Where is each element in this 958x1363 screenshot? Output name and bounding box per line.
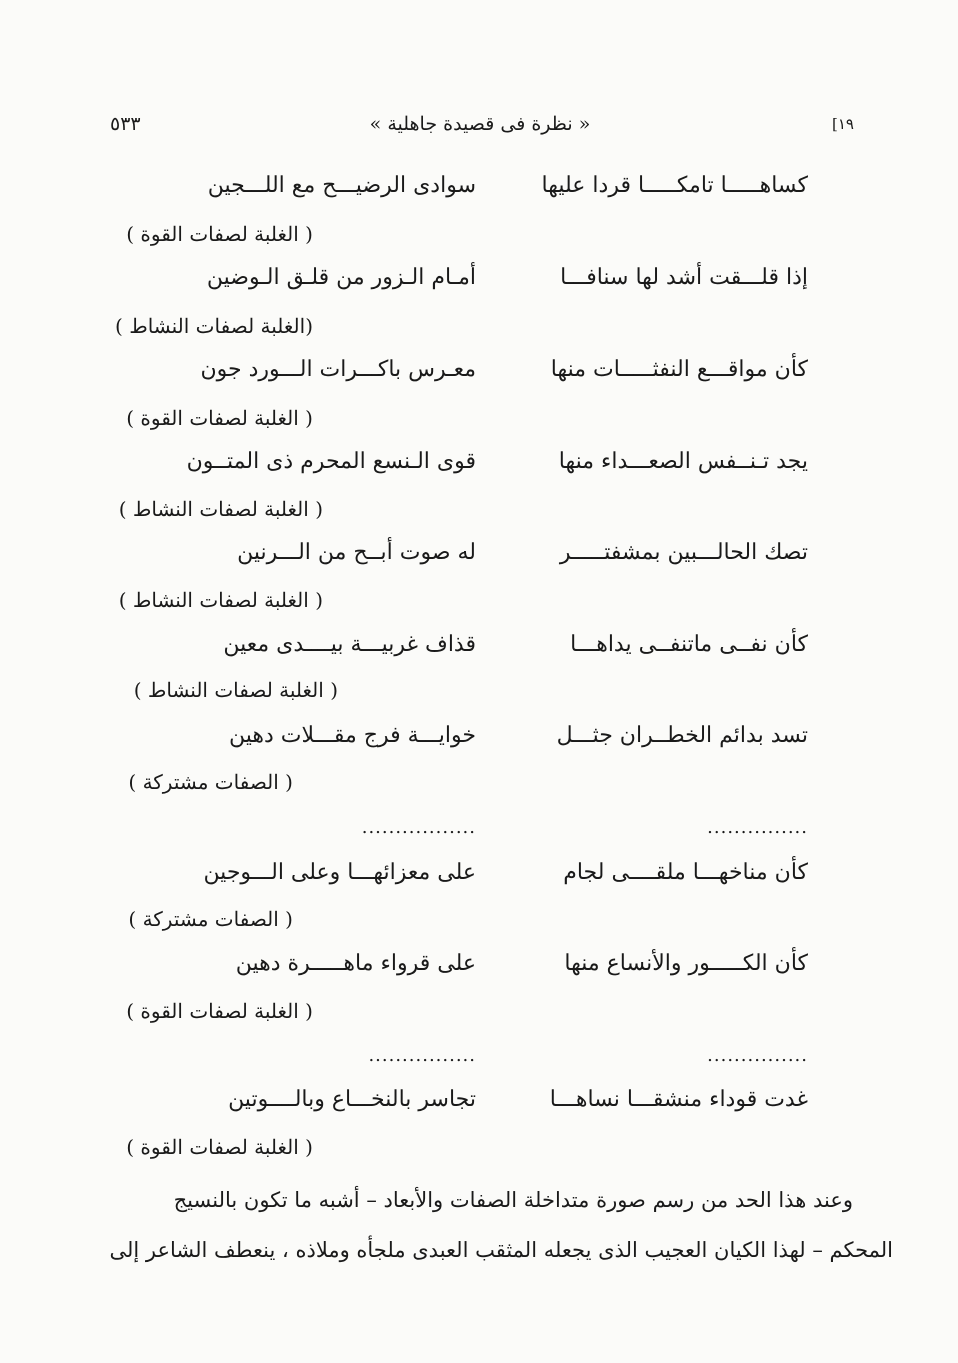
- verse-second-hemistich: على قرواء ماهـــــرة دهين: [235, 951, 476, 976]
- verse-annotation: ( الغلبة لصفات النشاط ): [118, 588, 323, 612]
- verse-first-hemistich: تسد بدائم الخطــران جثـــل: [556, 723, 808, 748]
- verse-line: [0, 439, 958, 485]
- ellipsis-separator: .................: [361, 817, 476, 838]
- verse-first-hemistich: يجد تـنــفس الصعـــداء منها: [558, 449, 808, 474]
- verse-second-hemistich: أمـام الـزور من قلـق الـوضين: [206, 265, 476, 290]
- verse-annotation: ( الصفات مشتركة ): [128, 770, 293, 794]
- verse-line: [0, 163, 958, 209]
- ellipsis-separator: ...............: [707, 1045, 808, 1066]
- verse-line: [0, 941, 958, 987]
- verse-second-hemistich: قذاف غربيـــة بيــــدى معين: [223, 632, 476, 657]
- verse-annotation: ( الغلبة لصفات القوة ): [126, 999, 313, 1023]
- verse-line: [0, 850, 958, 896]
- verse-first-hemistich: كأن مواقـــع النفثـــــات منها: [550, 357, 808, 382]
- verse-annotation: ( الغلبة لصفات القوة ): [126, 222, 313, 246]
- verse-first-hemistich: كساهـــــا تامكـــــا قردا عليها: [541, 173, 808, 198]
- verse-second-hemistich: خوايـــة فرج مقـــلات دهين: [228, 723, 476, 748]
- verse-first-hemistich: كأن نفــى ماتنفــى يداهـــا: [570, 632, 808, 657]
- paragraph-line: وعند هذا الحد من رسم صورة متداخلة الصفات والأبعاد – أشبه ما تكون بالنسيج: [173, 1188, 853, 1212]
- verse-second-hemistich: سوادى الرضيـــح مع اللـــجين: [207, 173, 476, 198]
- verse-first-hemistich: غدت قوداء منشقـــا نساهـــا: [549, 1087, 808, 1112]
- page-header: [110, 106, 854, 142]
- verse-annotation: ( الغلبة لصفات القوة ): [126, 1135, 313, 1159]
- verse-second-hemistich: تجاسر بالنخـــاع وبالــــوتين: [228, 1087, 476, 1112]
- verse-line: [0, 255, 958, 301]
- verse-annotation: ( الغلبة لصفات النشاط ): [118, 497, 323, 521]
- verse-line: [0, 622, 958, 668]
- verse-first-hemistich: كأن مناخهـــا ملقــــى لجام: [563, 860, 808, 885]
- verse-second-hemistich: معـرس باكـــرات الـــورد جون: [200, 357, 476, 382]
- verse-annotation: ( الصفات مشتركة ): [128, 907, 293, 931]
- verse-annotation: ( الغلبة لصفات القوة ): [126, 406, 313, 430]
- verse-annotation: ( الغلبة لصفات النشاط ): [133, 678, 338, 702]
- ellipsis-separator: ................: [368, 1045, 476, 1066]
- verse-line: [0, 347, 958, 393]
- verse-line: [0, 713, 958, 759]
- paragraph-line: المحكم – لهذا الكيان العجيب الذى يجعله المثقب العبدى ملجأه وملاذه ، ينعطف الشاعر إلى: [109, 1238, 893, 1262]
- verse-first-hemistich: تصك الحالـــبين بمشفتـــــر: [559, 540, 808, 565]
- verse-second-hemistich: له صوت أبــح من الـــرنين: [237, 540, 476, 565]
- verse-second-hemistich: على معزائهـــا وعلى الـــوجين: [203, 860, 476, 885]
- page-number: ٥٣٣: [110, 113, 141, 135]
- verse-first-hemistich: إذا قلـــقت أشد لها سنافـــا: [560, 265, 808, 290]
- header-code: [١٩: [832, 115, 854, 133]
- verse-line: [0, 530, 958, 576]
- body-paragraph: [103, 1175, 893, 1275]
- running-title: « نظرة فى قصيدة جاهلية »: [369, 113, 591, 135]
- verse-annotation: (الغلبة لصفات النشاط ): [115, 314, 313, 338]
- verse-second-hemistich: قوى الـنسع المحرم ذى المتــون: [186, 449, 476, 474]
- ellipsis-separator: ...............: [707, 817, 808, 838]
- verse-first-hemistich: كأن الكـــــور والأنساع منها: [564, 951, 808, 976]
- verse-line: [0, 1077, 958, 1123]
